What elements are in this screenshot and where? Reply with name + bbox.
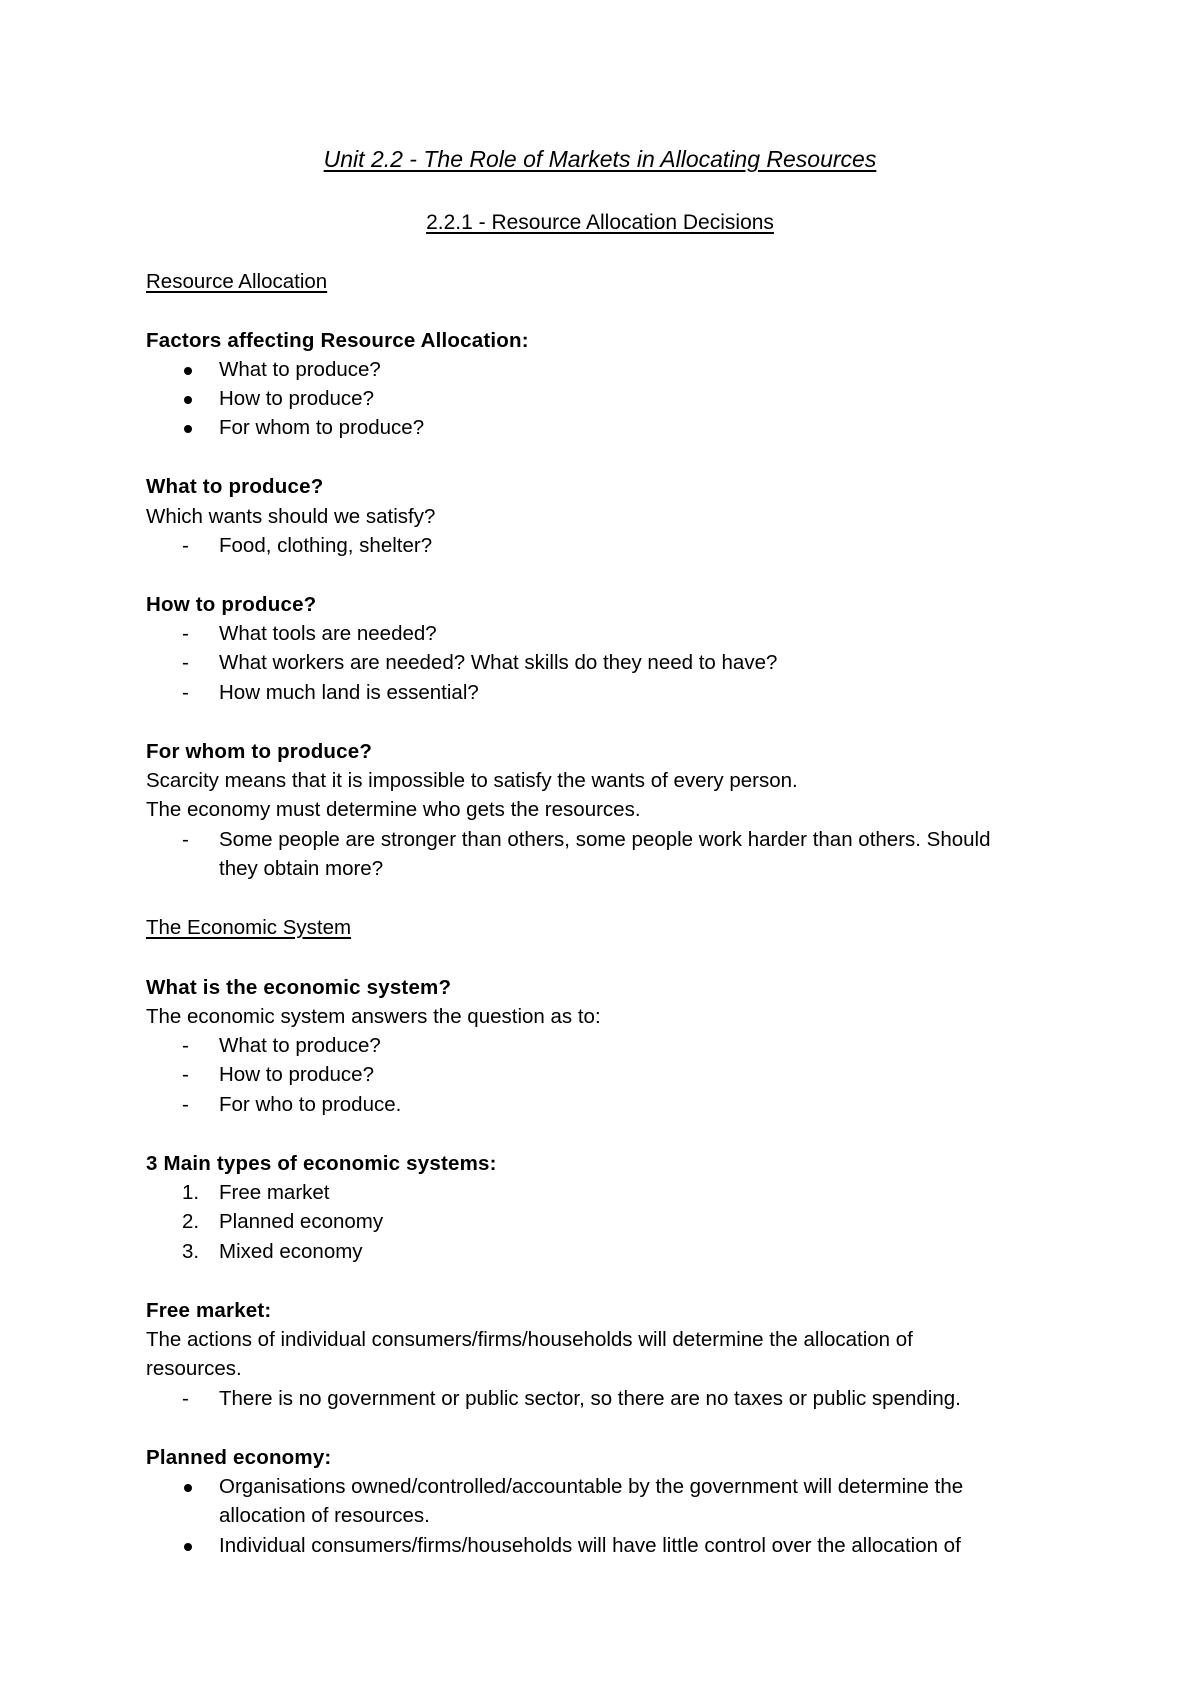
dash-marker: - (182, 1093, 189, 1116)
page-title: Unit 2.2 - The Role of Markets in Allocating Resources (323, 146, 877, 172)
planned-economy-heading: Planned economy: (146, 1446, 332, 1469)
what-heading: What to produce? (146, 475, 324, 498)
dash-marker: - (182, 534, 189, 557)
dash-marker: - (182, 828, 189, 851)
section-heading-economic-system: The Economic System (146, 916, 352, 939)
how-heading: How to produce? (146, 593, 317, 616)
dash-marker: - (182, 681, 189, 704)
whom-heading: For whom to produce? (146, 740, 373, 763)
dash-marker: - (182, 1387, 189, 1410)
number-marker: 1. (182, 1181, 200, 1204)
what-is-text: The economic system answers the question as to: (146, 1005, 601, 1028)
types-heading: 3 Main types of economic systems: (146, 1152, 497, 1175)
whom-text-2: The economy must determine who gets the resources. (146, 798, 641, 821)
free-market-text-2: resources. (146, 1357, 242, 1380)
dash-marker: - (182, 622, 189, 645)
number-marker: 2. (182, 1210, 200, 1233)
dash-marker: - (182, 1034, 189, 1057)
page-subtitle: 2.2.1 - Resource Allocation Decisions (426, 211, 774, 234)
section-heading-resource-allocation: Resource Allocation (146, 270, 328, 293)
what-is-heading: What is the economic system? (146, 976, 452, 999)
dash-marker: - (182, 651, 189, 674)
whom-text-1: Scarcity means that it is impossible to satisfy the wants of every person. (146, 769, 798, 792)
number-marker: 3. (182, 1240, 200, 1263)
free-market-heading: Free market: (146, 1299, 272, 1322)
free-market-text-1: The actions of individual consumers/firms/households will determine the allocation of (146, 1328, 913, 1351)
document-page: Unit 2.2 - The Role of Markets in Allocating Resources 2.2.1 - Resource Allocation Decisions Resource Allocation Factors affecting Resource Allocation: What to produce? How to produce? For whom to produce? What to produce? Which wants should we satisfy? - Food, clothing, shelter? How to produce? - What tools are needed? - What workers are needed? What skills do they need to have? - How much land is essential? For whom to produce? Scarcity means that it is impossible to satisfy the wants of every person. The economy must determine who gets the resources. - Some people are stronger than others, some people work harder than others. Should they obtain more? The Economic System What is the economic system? The economic system answers the question as to: - What to produce? - How to produce? - For who to produce. 3 Main types of economic systems: 1. Free market 2. Planned economy 3. Mixed economy Free market: The actions of individual consumers/firms/households will determine the allocation of resources. - There is no government or public sector, so there are no taxes or public spending. Planned economy: Organisations owned/controlled/accountable by the government will determine the allocation of resources. Individual consumers/firms/households will have little control over the allocation of (0, 0, 1200, 1698)
what-text: Which wants should we satisfy? (146, 505, 436, 528)
factors-heading: Factors affecting Resource Allocation: (146, 329, 529, 352)
dash-marker: - (182, 1063, 189, 1086)
